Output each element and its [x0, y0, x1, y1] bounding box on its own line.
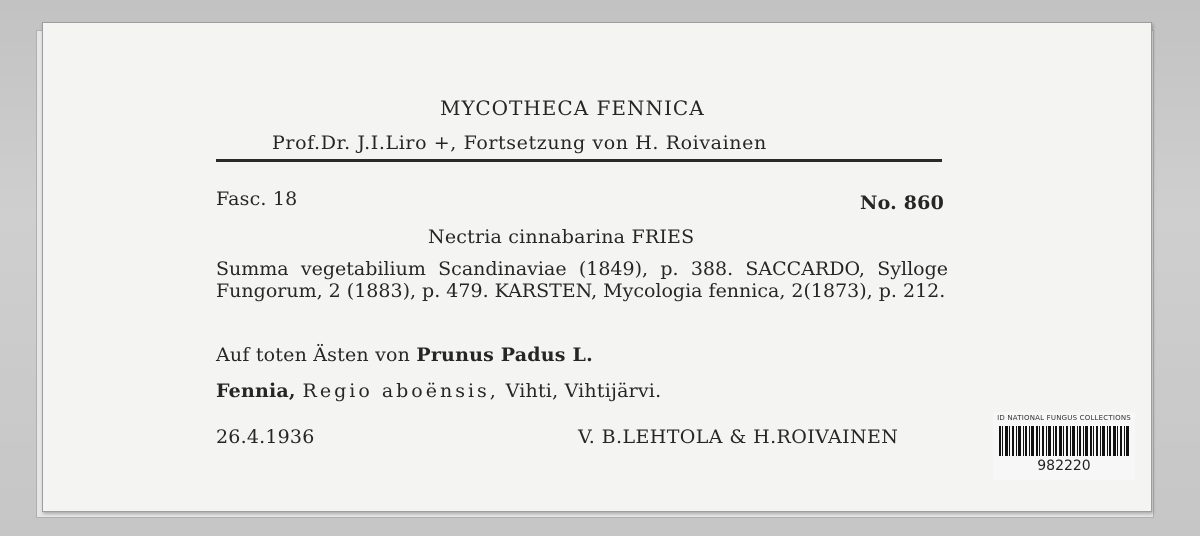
barcode-label — [993, 412, 1135, 480]
collection-title: MYCOTHECA FENNICA — [440, 96, 705, 120]
locality-country: Fennia, — [216, 380, 296, 402]
habitat-line — [216, 344, 593, 366]
barcode-header: ID NATIONAL FUNGUS COLLECTIONS — [997, 414, 1131, 422]
fascicle-number: Fasc. 18 — [216, 188, 298, 210]
habitat-prefix: Auf toten Ästen von — [216, 344, 411, 366]
host-plant: Prunus Padus L. — [416, 344, 593, 366]
locality-place: Vihti, Vihtijärvi. — [505, 380, 662, 402]
collection-editors: Prof.Dr. J.I.Liro +, Fortsetzung von H. Roivainen — [272, 132, 767, 154]
barcode-icon — [997, 426, 1131, 456]
collection-date: 26.4.1936 — [216, 426, 315, 448]
header-rule — [216, 159, 942, 162]
collectors: V. B.LEHTOLA & H.ROIVAINEN — [578, 426, 899, 448]
literature-references: Summa vegetabilium Scandinaviae (1849), p. 388. SACCARDO, Sylloge Fungorum, 2 (1883), p. 479. KARSTEN, Mycologia fennica, 2(1873), p. 212. — [216, 258, 948, 302]
locality-line — [216, 380, 661, 402]
locality-region: Regio aboënsis, — [302, 380, 499, 402]
barcode-number: 982220 — [1037, 458, 1091, 474]
specimen-number: No. 860 — [860, 192, 944, 214]
species-name: Nectria cinnabarina FRIES — [428, 226, 695, 248]
